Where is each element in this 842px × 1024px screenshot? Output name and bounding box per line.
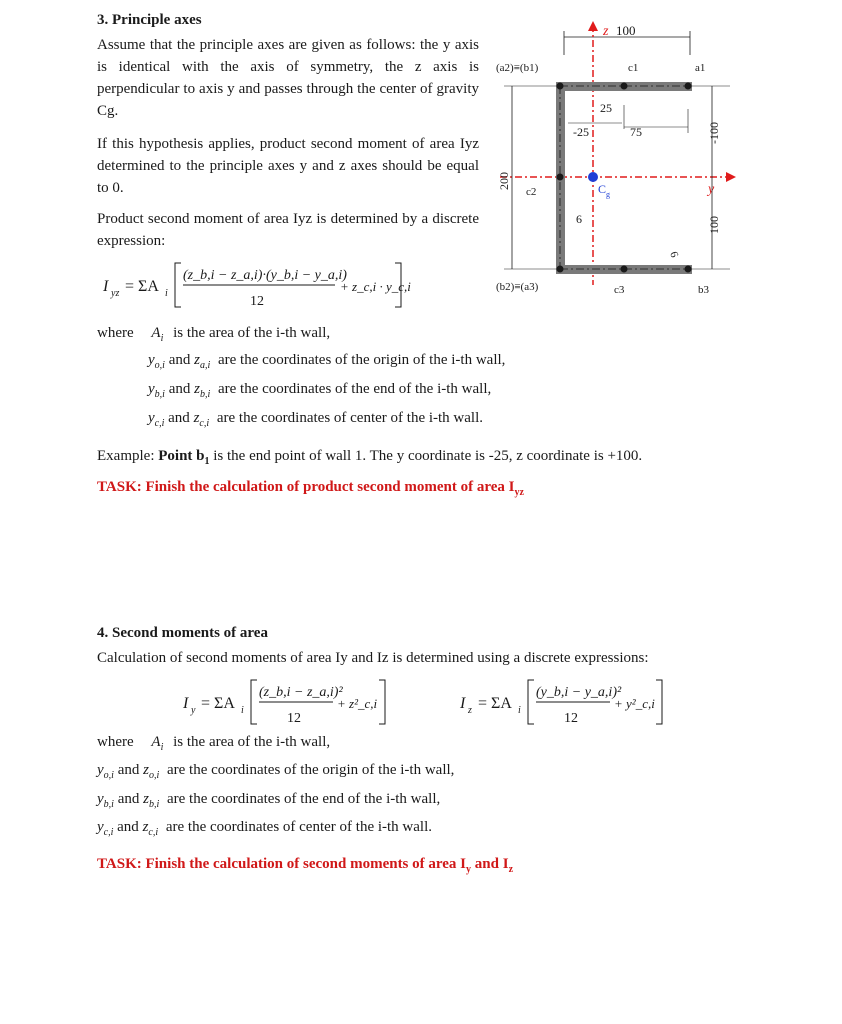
dim-75-label: 75 [630,125,642,139]
s3-example: Example: Point $b_1$ is the end point of wall 1. The y coordinate is -25, z coordinate is +100. [97,448,643,467]
node-a2b1-label: (a2)≡(b1) [496,62,539,74]
dim-upper-right-label: -100 [707,122,721,144]
node-c1-label: c1 [628,62,639,74]
svg-text:+ y²_c,i: + y²_c,i [614,696,655,711]
dim-6-web-label: 6 [576,212,582,226]
svg-text:z: z [468,705,472,716]
node-c2-label: c2 [526,186,537,198]
svg-text:(z_b,i − z_a,i)²: (z_b,i − z_a,i)² [259,685,343,700]
formula-iyz-denominator: 12 [250,294,264,309]
section3-para1: Assume that the principle axes are given as follows: the y axis is identical with the axis of symmetry, the z axis is perpendicular to axis y and passes through the center of gravity Cg. [97,37,479,119]
svg-text:I: I [460,695,466,712]
svg-text:= ΣA: = ΣA [478,695,512,712]
z-axis-arrow [588,21,598,31]
formula-iyz-lhs-sub: yz [111,288,120,299]
cg-point [588,172,598,182]
node-b3-label: b3 [698,284,709,296]
z-axis-label: z [603,24,609,39]
s4-def-row-4: $y_{c,i}$ and $z_{c,i}$ are the coordinates of center of the i-th wall. [97,819,433,838]
svg-text:y: y [191,705,196,716]
s4-def-row-1: where $A_i$ is the area of the i-th wall, [97,734,331,753]
formula-iyz-eq: = ΣA [125,278,159,295]
section4-heading: 4. Second moments of area [97,625,268,641]
node-c3-label: c3 [614,284,625,296]
dim-minus25-label: -25 [573,125,589,139]
formula-iyz-lhs: I [103,278,109,295]
s4-def-row-3: $y_{b,i}$ and $z_{b,i}$ are the coordinates of the end of the i-th wall, [97,791,441,810]
s4-task: TASK: Finish the calculation of second moments of area $I_y$ and $I_z$ [97,856,514,875]
svg-text:12: 12 [564,711,578,726]
section3-heading: 3. Principle axes [97,12,202,28]
dim-height-label: 200 [497,172,511,190]
y-axis-label: y [708,182,715,197]
svg-text:12: 12 [287,711,301,726]
s3-where: where [97,325,134,341]
s3-def-row-2: $y_{o,i}$ and $z_{a,i}$ are the coordinates of the origin of the i-th wall, [148,352,506,371]
s3-task: TASK: Finish the calculation of product second moment of area $I_{yz}$ [97,479,524,498]
svg-text:(y_b,i − y_a,i)²: (y_b,i − y_a,i)² [536,685,622,700]
dim-25-label: 25 [600,101,612,115]
section3-para2: If this hypothesis applies, product second moment of area Iyz determined to the principle axes y and z axes should be equal to 0. [97,136,479,196]
s3-def-row-3: $y_{b,i}$ and $z_{b,i}$ are the coordinates of the end of the i-th wall, [148,381,492,400]
svg-text:I: I [183,695,189,712]
section4-intro: Calculation of second moments of area Iy and Iz is determined using a discrete expressions: [97,650,649,666]
formula-iz [452,672,672,734]
s4-def-row-2: $y_{o,i}$ and $z_{o,i}$ are the coordinates of the origin of the i-th wall, [97,762,455,781]
svg-text:i: i [241,705,244,716]
formula-iyz-tail: + z_c,i · y_c,i [340,279,411,294]
dim-top-label: 100 [616,23,636,38]
formula-iyz-numerator: (z_b,i − z_a,i)·(y_b,i − y_a,i) [183,268,347,283]
node-b2a3-label: (b2)≡(a3) [496,281,539,293]
node-a1-label: a1 [695,62,706,74]
formula-iy [175,672,395,734]
formula-iyz [95,255,415,317]
cross-section-diagram [490,15,745,305]
svg-text:= ΣA: = ΣA [201,695,235,712]
dim-6-flange-label: 6 [667,249,681,260]
svg-text:i: i [518,705,521,716]
s3-def-row-1: where $A_i$ is the area of the i-th wall, [97,325,331,344]
svg-text:+ z²_c,i: + z²_c,i [337,696,378,711]
cg-sub: g [606,190,610,199]
dim-lower-right-label: 100 [707,216,721,234]
y-axis-arrow [726,172,736,182]
section3-para3: Product second moment of area Iyz is determined by a discrete expression: [97,211,479,249]
s3-def-row-4: $y_{c,i}$ and $z_{c,i}$ are the coordinates of center of the i-th wall. [148,410,484,429]
cg-label: C [598,182,607,196]
formula-iyz-ai-sub: i [165,288,168,299]
